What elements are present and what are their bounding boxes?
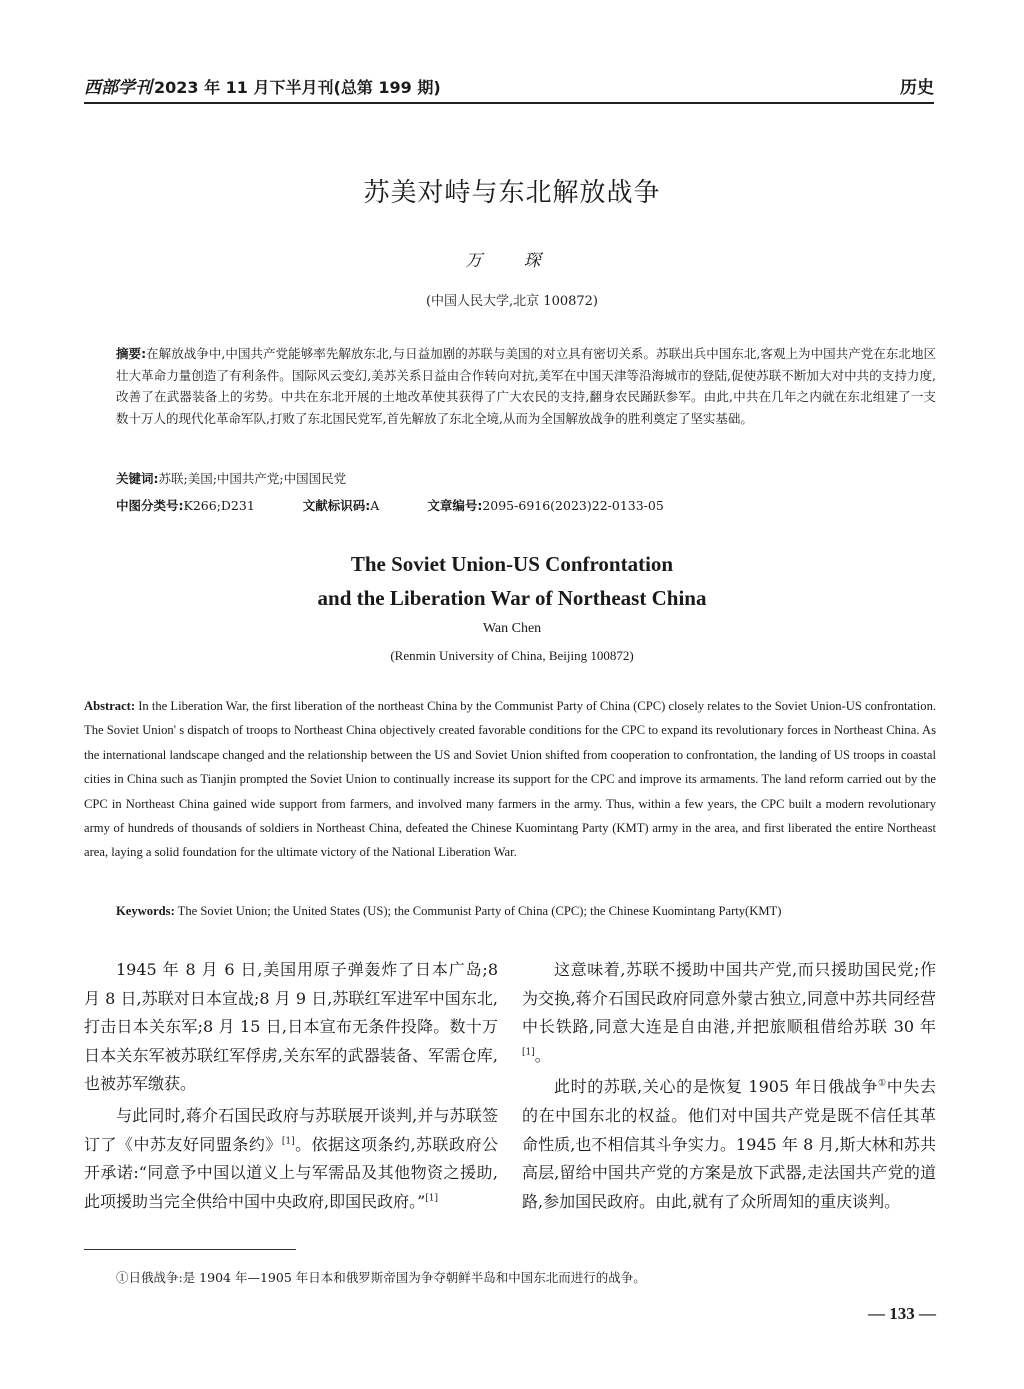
page-number: — 133 —: [868, 1304, 936, 1323]
body-column-left: [84, 956, 498, 1219]
keywords-cn: [116, 469, 346, 487]
body-text: [84, 956, 936, 1219]
classification-row: [116, 496, 712, 514]
document-code: [303, 496, 380, 514]
section-label: 历史: [900, 78, 934, 98]
paragraph-text: 此时的苏联,关心的是恢复 1905 年日俄战争: [554, 1077, 879, 1097]
paragraph-text: 中失去的在中国东北的权益。他们对中国共产党是既不信任其革命性质,也不相信其斗争实力。1945 年 8 月,斯大林和苏共高层,留给中国共产党的方案是放下武器,走法国共产党的道路,参加国民政府。由此,就有了众所周知的重庆谈判。: [522, 1077, 936, 1211]
doc-label: 文献标识码:: [302, 498, 371, 513]
doc-value: A: [370, 498, 380, 513]
body-column-right: [522, 956, 936, 1219]
journal-logo: 西部学刊: [84, 78, 152, 98]
affiliation-cn: (中国人民大学,北京 100872): [425, 294, 599, 309]
title-en-line2: and the Liberation War of Northeast China: [317, 586, 707, 610]
title-en-line1: The Soviet Union-US Confrontation: [350, 552, 674, 576]
paragraph-text: 。: [534, 1045, 551, 1065]
body-paragraph: [522, 1073, 936, 1216]
clc-label: 中图分类号:: [116, 498, 184, 513]
body-paragraph: [522, 956, 936, 1070]
abstract-cn-text: 在解放战争中,中国共产党能够率先解放东北,与日益加剧的苏联与美国的对立具有密切关系。苏联出兵中国东北,客观上为中国共产党在东北地区壮大革命力量创造了有利条件。国际风云变幻,美苏关系日益由合作转向对抗,美军在中国天津等沿海城市的登陆,促使苏联不断加大对中共的支持力度,改善了在武器装备上的劣势。中共在东北开展的土地改革使其获得了广大农民的支持,翻身农民踊跃参军。由此,中共在几年之内就在东北组建了一支数十万人的现代化革命军队,打败了东北国民党军,首先解放了东北全境,从而为全国解放战争的胜利奠定了坚实基础。: [116, 346, 936, 426]
abstract-en: [84, 694, 936, 865]
citation-ref: [1]: [522, 1047, 535, 1058]
clc-number: [116, 496, 255, 514]
citation-ref: [1]: [425, 1193, 439, 1204]
paragraph-text: 与此同时,蒋介石国民政府与苏联展开谈判,并与苏联签订了《中苏友好同盟条约》: [84, 1105, 498, 1154]
citation-ref: [1]: [281, 1136, 295, 1147]
footnote-marker: ①: [878, 1079, 887, 1090]
abstract-en-label: Abstract:: [84, 699, 136, 713]
affiliation-en: (Renmin University of China, Beijing 100872): [390, 648, 634, 663]
journal-issue-line: [84, 73, 441, 98]
article-title-en: [0, 547, 1024, 615]
abstract-cn-label: 摘要:: [116, 346, 147, 361]
keywords-cn-text: 苏联;美国;中国共产党;中国国民党: [158, 471, 347, 486]
body-paragraph: [84, 1102, 498, 1216]
abstract-cn: [116, 343, 936, 429]
footnote: ①日俄战争:是 1904 年—1905 年日本和俄罗斯帝国为争夺朝鲜半岛和中国东北而进行的战争。: [116, 1270, 646, 1285]
footnote-divider: [84, 1249, 296, 1250]
article-title-cn: 苏美对峙与东北解放战争: [363, 178, 661, 208]
clc-value: K266;D231: [183, 498, 255, 513]
keywords-en-text: The Soviet Union; the United States (US); the Communist Party of China (CPC); the Chinese Kuomintang Party(KMT): [174, 904, 782, 918]
paragraph-text: 。依据这项条约,苏联政府公开承诺:“同意予中国以道义上与军需品及其他物资之援助,此项援助当完全供给中国中央政府,即国民政府。”: [84, 1134, 498, 1211]
author-en: Wan Chen: [482, 621, 542, 636]
article-number: [427, 496, 663, 514]
keywords-cn-label: 关键词:: [116, 471, 159, 486]
keywords-en-label: Keywords:: [116, 904, 175, 918]
article-value: 2095-6916(2023)22-0133-05: [482, 498, 664, 513]
author-cn: 万 琛: [465, 251, 559, 271]
journal-issue: 2023 年 11 月下半月刊(总第 199 期): [154, 78, 441, 97]
paragraph-text: 这意味着,苏联不援助中国共产党,而只援助国民党;作为交换,蒋介石国民政府同意外蒙古独立,同意中苏共同经营中长铁路,同意大连是自由港,并把旅顺租借给苏联 30 年: [522, 960, 936, 1037]
running-header: [84, 68, 934, 104]
abstract-en-text: In the Liberation War, the first liberation of the northeast China by the Communist Party of China (CPC) closely relates to the Soviet Union-US confrontation. The Soviet Union' s dispatch of troops to Northeast China objectively created favorable conditions for the CPC to expand its revolutionary forces in Northeast China. As the international landscape changed and the relationship between the US and Soviet Union shifted from cooperation to confrontation, the landing of US troops in coastal cities in China such as Tianjin prompted the Soviet Union to continually increase its support for the CPC and improve its armaments. The land reform carried out by the CPC in Northeast China gained wide support from farmers, and involved many farmers in the army. Thus, within a few years, the CPC built a modern revolutionary army of hundreds of thousands of soldiers in Northeast China, defeated the Chinese Kuomintang Party (KMT) army in the area, and first liberated the entire Northeast area, laying a solid foundation for the ultimate victory of the National Liberation War.: [84, 699, 937, 860]
article-label: 文章编号:: [427, 498, 483, 513]
body-paragraph: 1945 年 8 月 6 日,美国用原子弹轰炸了日本广岛;8 月 8 日,苏联对日本宣战;8 月 9 日,苏联红军进军中国东北,打击日本关东军;8 月 15 日,日本宣布无条件投降。数十万日本关东军被苏联红军俘虏,关东军的武器装备、军需仓库,也被苏军缴获。: [84, 960, 498, 1094]
keywords-en: [116, 904, 936, 919]
